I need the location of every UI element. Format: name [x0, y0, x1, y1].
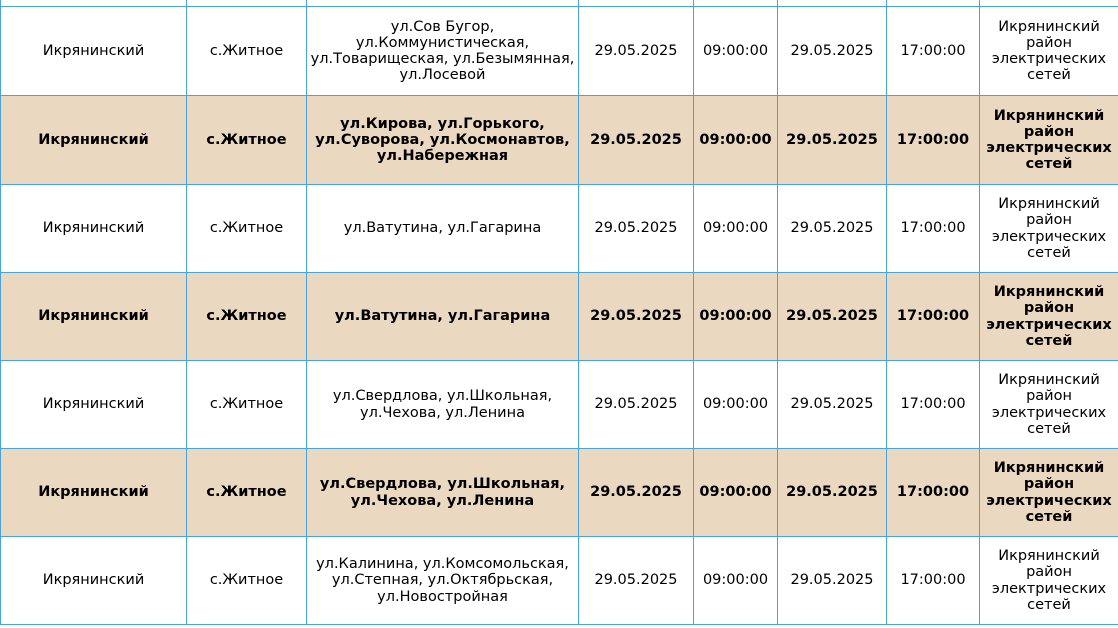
table-row — [1, 449, 1118, 537]
cell-time-from: 09:00:00 — [694, 537, 778, 625]
cell-date-to: 29.05.2025 — [778, 273, 887, 361]
cell-time-to: 17:00:00 — [887, 449, 980, 537]
table-row — [1, 185, 1118, 273]
cell-district: Икрянинский — [1, 7, 187, 96]
cell-streets: ул.Ватутина, ул.Гагарина — [307, 185, 579, 273]
cell-date-to: 29.05.2025 — [778, 185, 887, 273]
cell-settlement: с.Житное — [187, 7, 307, 96]
cell-time-from: 09:00:00 — [694, 96, 778, 185]
cell-streets: ул.Свердлова, ул.Школьная, ул.Чехова, ул.Ленина — [307, 449, 579, 537]
table-row — [1, 273, 1118, 361]
cell-organization: Икрянинский район электрических сетей — [980, 96, 1118, 185]
cell-settlement: с.Житное — [187, 185, 307, 273]
cell-organization: Икрянинский район электрических сетей — [980, 273, 1118, 361]
cell-date-from: 29.05.2025 — [579, 537, 694, 625]
cell-date-to: 29.05.2025 — [778, 96, 887, 185]
cell-district: Икрянинский — [1, 96, 187, 185]
cell-time-from: 09:00:00 — [694, 361, 778, 449]
cell-organization: Икрянинский район электрических сетей — [980, 7, 1118, 96]
cell-time-to: 17:00:00 — [887, 7, 980, 96]
cell-settlement: с.Житное — [187, 537, 307, 625]
cell-settlement: с.Житное — [187, 96, 307, 185]
cell-district: Икрянинский — [1, 185, 187, 273]
cell-time-to: 17:00:00 — [887, 96, 980, 185]
cell-organization: Икрянинский район электрических сетей — [980, 361, 1118, 449]
table-body — [1, 0, 1118, 625]
cell-time-to: 17:00:00 — [887, 185, 980, 273]
cell-streets: ул.Свердлова, ул.Школьная, ул.Чехова, ул.Ленина — [307, 361, 579, 449]
cell-streets: ул.Кирова, ул.Горького, ул.Суворова, ул.Космонавтов, ул.Набережная — [307, 96, 579, 185]
table-row — [1, 96, 1118, 185]
cell-organization: Икрянинский район электрических сетей — [980, 449, 1118, 537]
cell-settlement: с.Житное — [187, 361, 307, 449]
cell-district: Икрянинский — [1, 273, 187, 361]
cell-date-to: 29.05.2025 — [778, 537, 887, 625]
cell-streets: ул.Ватутина, ул.Гагарина — [307, 273, 579, 361]
cell-streets: ул.Калинина, ул.Комсомольская, ул.Степная, ул.Октябрьская, ул.Новостройная — [307, 537, 579, 625]
cell-settlement: с.Житное — [187, 273, 307, 361]
table-row — [1, 7, 1118, 96]
cell-time-to: 17:00:00 — [887, 273, 980, 361]
table-row — [1, 537, 1118, 625]
cell-date-to: 29.05.2025 — [778, 449, 887, 537]
cell-time-to: 17:00:00 — [887, 361, 980, 449]
cell-date-from: 29.05.2025 — [579, 449, 694, 537]
cell-date-from: 29.05.2025 — [579, 185, 694, 273]
cell-district: Икрянинский — [1, 537, 187, 625]
cell-date-from: 29.05.2025 — [579, 7, 694, 96]
cell-date-from: 29.05.2025 — [579, 96, 694, 185]
cell-time-from: 09:00:00 — [694, 449, 778, 537]
cell-date-to: 29.05.2025 — [778, 7, 887, 96]
cell-organization: Икрянинский район электрических сетей — [980, 537, 1118, 625]
cell-time-from: 09:00:00 — [694, 273, 778, 361]
cell-district: Икрянинский — [1, 449, 187, 537]
table-row — [1, 361, 1118, 449]
cell-time-to: 17:00:00 — [887, 537, 980, 625]
cell-date-to: 29.05.2025 — [778, 361, 887, 449]
cell-date-from: 29.05.2025 — [579, 273, 694, 361]
cell-time-from: 09:00:00 — [694, 7, 778, 96]
cell-district: Икрянинский — [1, 361, 187, 449]
cell-time-from: 09:00:00 — [694, 185, 778, 273]
cell-date-from: 29.05.2025 — [579, 361, 694, 449]
cell-settlement: с.Житное — [187, 449, 307, 537]
cell-streets: ул.Сов Бугор, ул.Коммунистическая, ул.Товарищеская, ул.Безымянная, ул.Лосевой — [307, 7, 579, 96]
cell-organization: Икрянинский район электрических сетей — [980, 185, 1118, 273]
